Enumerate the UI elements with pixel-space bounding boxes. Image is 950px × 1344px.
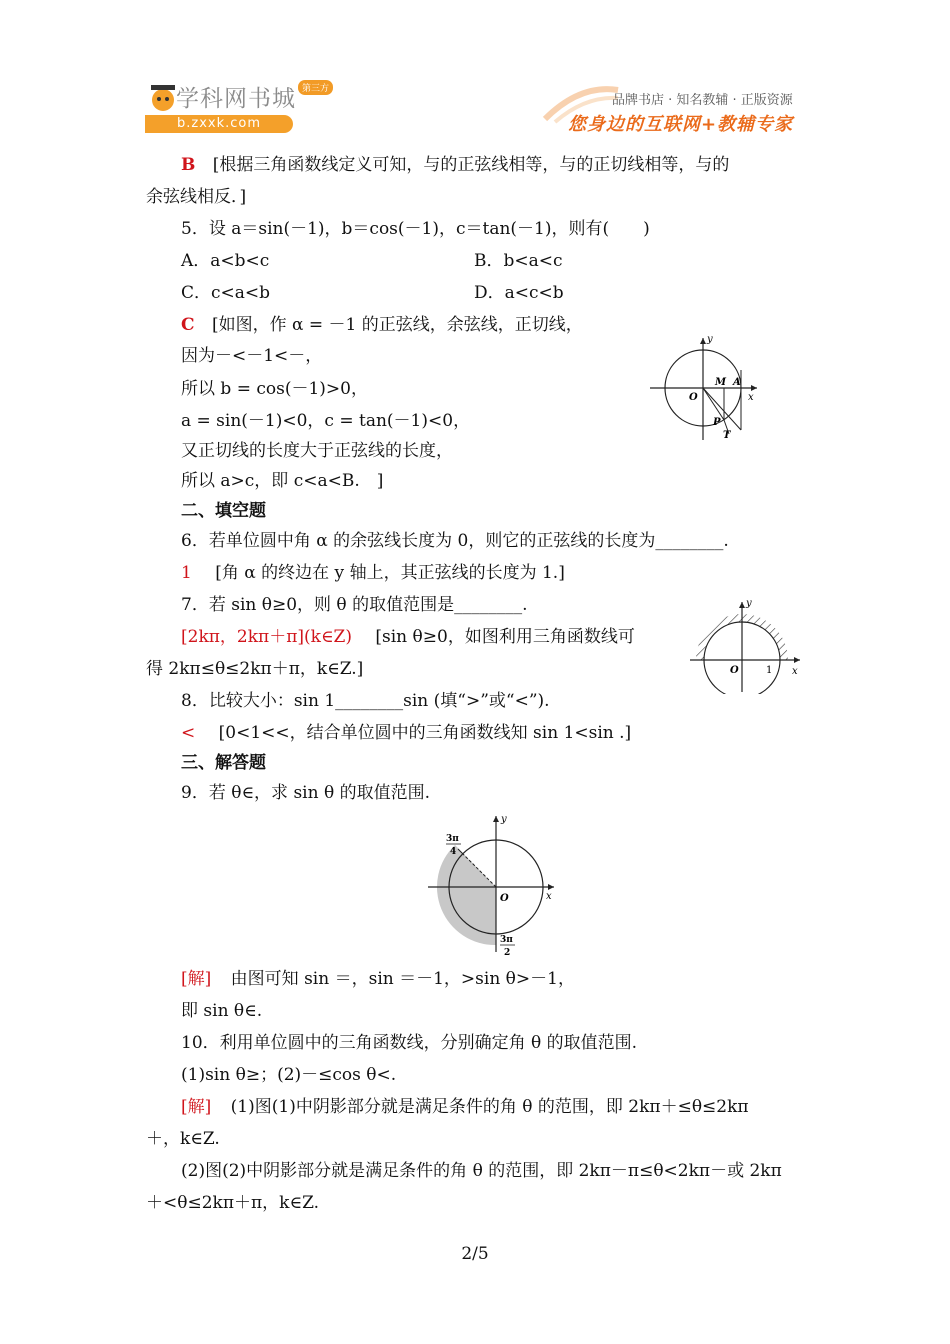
- point-label-p: P: [713, 417, 721, 428]
- explanation-cont: 所以 b = cos(－1)>0，: [181, 379, 368, 399]
- explanation: [角 α 的终边在 y 轴上，其正弦线的长度为 1.]: [215, 563, 565, 583]
- q9-unit-circle-figure: [428, 812, 558, 960]
- logo-badge: 第三方: [298, 80, 333, 95]
- answer-letter: C: [181, 315, 195, 335]
- q5-option-a: A．a<b<c: [181, 251, 270, 271]
- answer-value: <: [181, 723, 196, 743]
- q5-option-b: B．b<a<c: [474, 251, 563, 271]
- solution-cont: ＋<θ≤2kπ＋π，k∈Z.: [146, 1193, 319, 1213]
- section-heading-fill-blank: 二、填空题: [181, 501, 266, 521]
- logo-name: 学科网书城: [176, 86, 296, 112]
- answer-value: 1: [181, 563, 192, 583]
- angle-label-numerator: 3π: [500, 935, 513, 945]
- solution-text: (1)图(1)中阴影部分就是满足条件的角 θ 的范围，即 2kπ＋≤θ≤2kπ: [230, 1097, 749, 1117]
- angle-label-denominator: 2: [504, 948, 511, 958]
- q6-stem: 6．若单位圆中角 α 的余弦线长度为 0，则它的正弦线的长度为________.: [181, 531, 729, 551]
- solution-tag: [解]: [181, 969, 212, 989]
- q6-answer-line: [181, 561, 565, 585]
- q9-stem: 9．若 θ∈，求 sin θ 的取值范围.: [181, 783, 430, 803]
- section-heading-solve: 三、解答题: [181, 753, 266, 773]
- angle-label-denominator: 4: [450, 847, 457, 857]
- q4-answer-line: [181, 153, 729, 177]
- origin-label: O: [730, 665, 739, 676]
- solution-tag: [解]: [181, 1097, 212, 1117]
- explanation-cont: 所以 a>c，即 c<a<B. ]: [181, 471, 384, 491]
- explanation: [0<1<<，结合单位圆中的三角函数线知 sin 1<sin .]: [218, 723, 632, 743]
- q7-answer-line: [181, 625, 635, 649]
- q8-answer-line: [181, 721, 631, 745]
- solution-cont: 即 sin θ∈.: [181, 1001, 263, 1021]
- axis-label-y: y: [746, 598, 752, 609]
- header-slogan: 您身边的互联网+教辅专家: [568, 114, 794, 135]
- point-label-a: A: [733, 377, 741, 388]
- origin-label: O: [500, 893, 509, 904]
- explanation: [sin θ≥0，如图利用三角函数线可: [375, 627, 635, 647]
- page-header: [0, 0, 950, 150]
- tick-label-one: 1: [766, 665, 773, 676]
- explanation-cont: 又正切线的长度大于正弦线的长度，: [181, 441, 453, 461]
- axis-label-x: x: [546, 891, 552, 902]
- logo-url: b.zxxk.com: [145, 115, 293, 133]
- origin-label: O: [689, 392, 698, 403]
- q8-stem: 8．比较大小：sin 1________sin (填“>”或“<”).: [181, 691, 550, 711]
- explanation-cont: a = sin(－1)<0，c = tan(－1)<0，: [181, 411, 471, 431]
- point-label-t: T: [723, 430, 731, 441]
- explanation-cont: 得 2kπ≤θ≤2kπ＋π，k∈Z.]: [146, 659, 364, 679]
- angle-label-numerator: 3π: [446, 834, 459, 844]
- q7-unit-circle-figure: [688, 596, 806, 694]
- axis-label-y: y: [501, 814, 507, 825]
- q5-unit-circle-figure: [645, 330, 765, 445]
- explanation-cont: 余弦线相反．]: [146, 187, 247, 207]
- q10-stem: 10．利用单位圆中的三角函数线，分别确定角 θ 的取值范围.: [181, 1033, 638, 1053]
- q5-option-c: C．c<a<b: [181, 283, 271, 303]
- q7-stem: 7．若 sin θ≥0，则 θ 的取值范围是________.: [181, 595, 528, 615]
- q9-solution-line: [181, 967, 575, 991]
- header-tagline: 品牌书店 · 知名教辅 · 正版资源: [612, 93, 793, 108]
- q5-stem: 5．设 a＝sin(－1)，b＝cos(－1)，c＝tan(－1)，则有( ): [181, 219, 650, 239]
- point-label-m: M: [715, 377, 727, 388]
- solution-cont: ＋，k∈Z.: [146, 1129, 220, 1149]
- explanation-cont: 因为－<－1<－，: [181, 346, 323, 366]
- q10-solution-line: [181, 1095, 749, 1119]
- page-number: 2/5: [461, 1244, 489, 1264]
- answer-letter: B: [181, 155, 196, 175]
- explanation: [如图，作 α = －1 的正弦线，余弦线，正切线，: [211, 315, 583, 335]
- solution-part-2: (2)图(2)中阴影部分就是满足条件的角 θ 的范围，即 2kπ－π≤θ<2kπ－或 2kπ: [181, 1161, 782, 1181]
- solution-text: 由图可知 sin ＝，sin ＝－1，>sin θ>－1，: [230, 969, 575, 989]
- axis-label-x: x: [792, 666, 798, 677]
- q5-option-d: D．a<c<b: [474, 283, 564, 303]
- q5-answer-line: [181, 313, 583, 337]
- explanation: [根据三角函数线定义可知，与的正弦线相等，与的正切线相等，与的: [212, 155, 730, 175]
- answer-value: [2kπ，2kπ＋π](k∈Z): [181, 627, 352, 647]
- axis-label-y: y: [707, 334, 713, 345]
- axis-label-x: x: [748, 392, 754, 403]
- q10-subquestions: (1)sin θ≥；(2)－≤cos θ<.: [181, 1065, 397, 1085]
